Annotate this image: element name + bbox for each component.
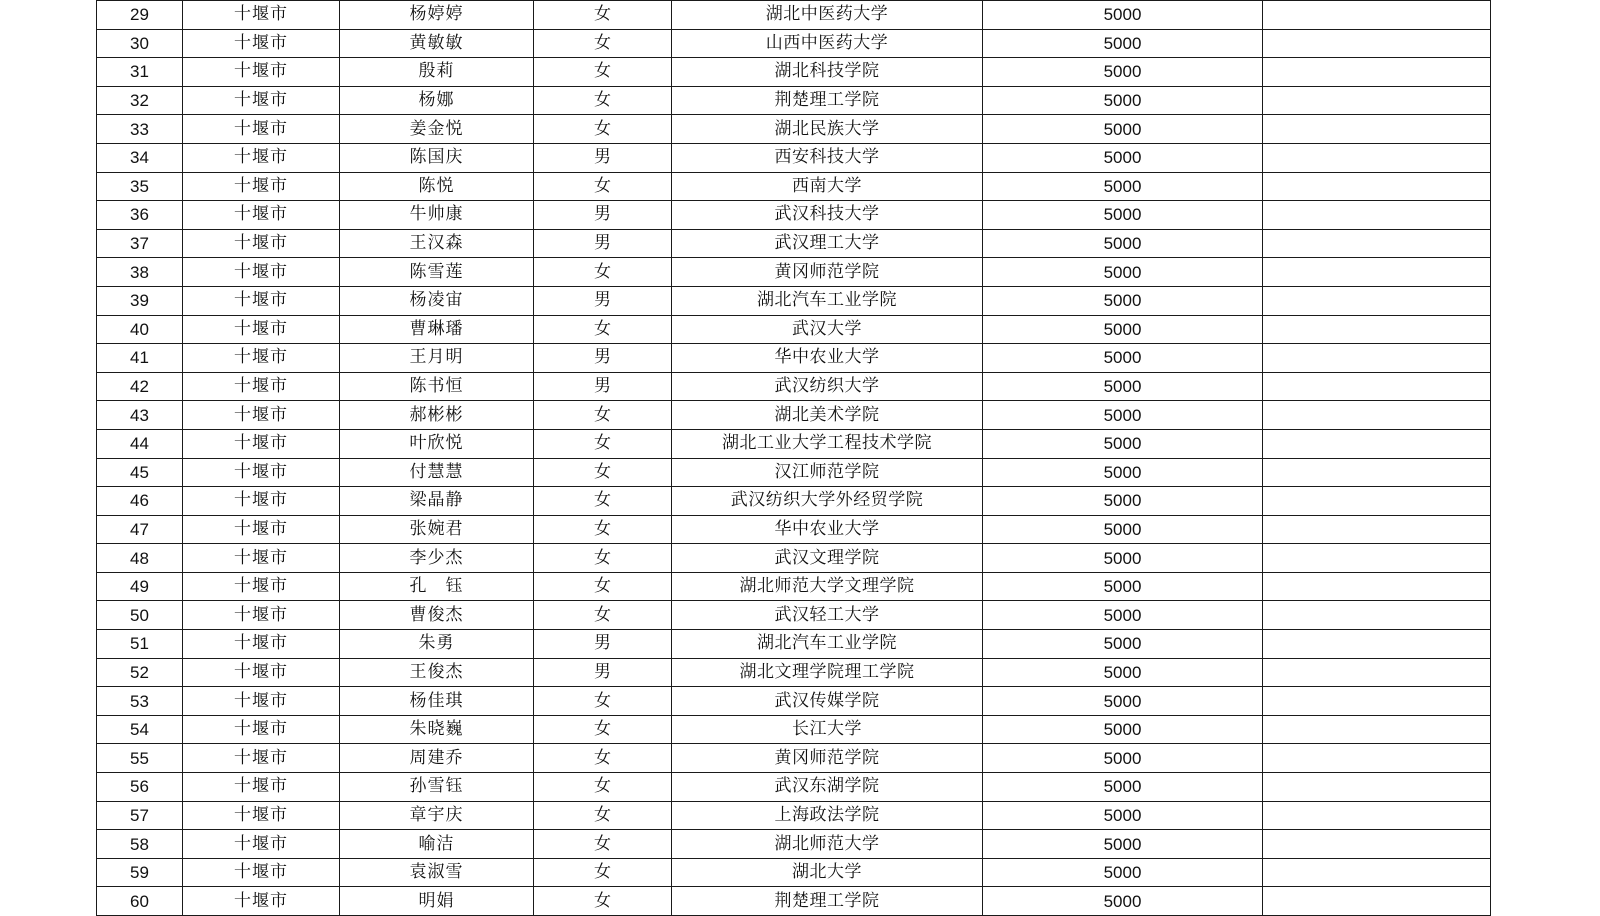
school-cell: 武汉大学 (672, 315, 983, 344)
table-row (97, 658, 1491, 687)
city-cell: 十堰市 (183, 830, 340, 859)
gender-cell: 女 (534, 29, 672, 58)
school-cell: 西安科技大学 (672, 143, 983, 172)
amount-cell: 5000 (983, 630, 1263, 659)
student-name-cell: 李少杰 (340, 544, 534, 573)
school-cell: 黄冈师范学院 (672, 258, 983, 287)
city-cell: 十堰市 (183, 572, 340, 601)
table-row (97, 286, 1491, 315)
row-index-cell: 32 (97, 86, 183, 115)
city-cell: 十堰市 (183, 344, 340, 373)
city-cell: 十堰市 (183, 315, 340, 344)
note-cell (1263, 658, 1491, 687)
note-cell (1263, 544, 1491, 573)
gender-cell: 女 (534, 830, 672, 859)
row-index-cell: 29 (97, 1, 183, 30)
amount-cell: 5000 (983, 315, 1263, 344)
gender-cell: 女 (534, 773, 672, 802)
amount-cell: 5000 (983, 773, 1263, 802)
student-name-cell: 陈雪莲 (340, 258, 534, 287)
student-name-cell: 梁晶静 (340, 487, 534, 516)
gender-cell: 女 (534, 458, 672, 487)
student-name-cell: 陈书恒 (340, 372, 534, 401)
row-index-cell: 42 (97, 372, 183, 401)
table-row (97, 487, 1491, 516)
school-cell: 华中农业大学 (672, 515, 983, 544)
gender-cell: 女 (534, 515, 672, 544)
note-cell (1263, 572, 1491, 601)
row-index-cell: 57 (97, 801, 183, 830)
school-cell: 武汉科技大学 (672, 201, 983, 230)
student-name-cell: 郝彬彬 (340, 401, 534, 430)
gender-cell: 女 (534, 115, 672, 144)
amount-cell: 5000 (983, 429, 1263, 458)
note-cell (1263, 172, 1491, 201)
amount-cell: 5000 (983, 1, 1263, 30)
table-row (97, 887, 1491, 916)
roster-body (97, 1, 1491, 916)
amount-cell: 5000 (983, 258, 1263, 287)
amount-cell: 5000 (983, 286, 1263, 315)
note-cell (1263, 801, 1491, 830)
gender-cell: 女 (534, 601, 672, 630)
school-cell: 长江大学 (672, 715, 983, 744)
student-name-cell: 朱晓巍 (340, 715, 534, 744)
student-name-cell: 王月明 (340, 344, 534, 373)
table-row (97, 744, 1491, 773)
school-cell: 湖北科技学院 (672, 58, 983, 87)
table-row (97, 858, 1491, 887)
amount-cell: 5000 (983, 201, 1263, 230)
gender-cell: 女 (534, 887, 672, 916)
gender-cell: 女 (534, 687, 672, 716)
school-cell: 湖北文理学院理工学院 (672, 658, 983, 687)
note-cell (1263, 58, 1491, 87)
city-cell: 十堰市 (183, 773, 340, 802)
table-row (97, 29, 1491, 58)
gender-cell: 女 (534, 544, 672, 573)
school-cell: 武汉轻工大学 (672, 601, 983, 630)
gender-cell: 男 (534, 286, 672, 315)
note-cell (1263, 29, 1491, 58)
amount-cell: 5000 (983, 172, 1263, 201)
table-row (97, 572, 1491, 601)
gender-cell: 女 (534, 858, 672, 887)
note-cell (1263, 86, 1491, 115)
gender-cell: 男 (534, 143, 672, 172)
table-row (97, 630, 1491, 659)
note-cell (1263, 1, 1491, 30)
city-cell: 十堰市 (183, 658, 340, 687)
note-cell (1263, 744, 1491, 773)
student-name-cell: 袁淑雪 (340, 858, 534, 887)
note-cell (1263, 515, 1491, 544)
student-name-cell: 付慧慧 (340, 458, 534, 487)
student-name-cell: 陈国庆 (340, 143, 534, 172)
gender-cell: 女 (534, 86, 672, 115)
row-index-cell: 54 (97, 715, 183, 744)
note-cell (1263, 687, 1491, 716)
row-index-cell: 52 (97, 658, 183, 687)
table-row (97, 544, 1491, 573)
note-cell (1263, 830, 1491, 859)
row-index-cell: 44 (97, 429, 183, 458)
amount-cell: 5000 (983, 887, 1263, 916)
amount-cell: 5000 (983, 715, 1263, 744)
student-name-cell: 明娟 (340, 887, 534, 916)
note-cell (1263, 115, 1491, 144)
amount-cell: 5000 (983, 801, 1263, 830)
city-cell: 十堰市 (183, 172, 340, 201)
row-index-cell: 38 (97, 258, 183, 287)
gender-cell: 男 (534, 344, 672, 373)
table-row (97, 601, 1491, 630)
amount-cell: 5000 (983, 372, 1263, 401)
amount-cell: 5000 (983, 58, 1263, 87)
student-name-cell: 杨凌宙 (340, 286, 534, 315)
amount-cell: 5000 (983, 544, 1263, 573)
school-cell: 华中农业大学 (672, 344, 983, 373)
amount-cell: 5000 (983, 458, 1263, 487)
note-cell (1263, 344, 1491, 373)
row-index-cell: 47 (97, 515, 183, 544)
row-index-cell: 51 (97, 630, 183, 659)
table-row (97, 143, 1491, 172)
city-cell: 十堰市 (183, 687, 340, 716)
note-cell (1263, 487, 1491, 516)
note-cell (1263, 315, 1491, 344)
note-cell (1263, 372, 1491, 401)
city-cell: 十堰市 (183, 515, 340, 544)
amount-cell: 5000 (983, 143, 1263, 172)
gender-cell: 女 (534, 715, 672, 744)
school-cell: 上海政法学院 (672, 801, 983, 830)
student-name-cell: 杨娜 (340, 86, 534, 115)
school-cell: 湖北汽车工业学院 (672, 630, 983, 659)
city-cell: 十堰市 (183, 601, 340, 630)
table-row (97, 830, 1491, 859)
student-name-cell: 王汉森 (340, 229, 534, 258)
table-row (97, 801, 1491, 830)
school-cell: 湖北汽车工业学院 (672, 286, 983, 315)
city-cell: 十堰市 (183, 1, 340, 30)
amount-cell: 5000 (983, 601, 1263, 630)
amount-cell: 5000 (983, 86, 1263, 115)
row-index-cell: 34 (97, 143, 183, 172)
city-cell: 十堰市 (183, 258, 340, 287)
gender-cell: 女 (534, 744, 672, 773)
school-cell: 山西中医药大学 (672, 29, 983, 58)
student-name-cell: 叶欣悦 (340, 429, 534, 458)
student-name-cell: 孙雪钰 (340, 773, 534, 802)
city-cell: 十堰市 (183, 458, 340, 487)
row-index-cell: 53 (97, 687, 183, 716)
student-name-cell: 黄敏敏 (340, 29, 534, 58)
student-name-cell: 章宇庆 (340, 801, 534, 830)
note-cell (1263, 286, 1491, 315)
school-cell: 武汉纺织大学 (672, 372, 983, 401)
city-cell: 十堰市 (183, 143, 340, 172)
city-cell: 十堰市 (183, 29, 340, 58)
city-cell: 十堰市 (183, 744, 340, 773)
note-cell (1263, 858, 1491, 887)
student-name-cell: 陈悦 (340, 172, 534, 201)
city-cell: 十堰市 (183, 630, 340, 659)
amount-cell: 5000 (983, 687, 1263, 716)
row-index-cell: 55 (97, 744, 183, 773)
roster-sheet (96, 0, 1490, 916)
table-row (97, 1, 1491, 30)
table-row (97, 86, 1491, 115)
student-name-cell: 杨佳琪 (340, 687, 534, 716)
student-name-cell: 周建乔 (340, 744, 534, 773)
school-cell: 武汉纺织大学外经贸学院 (672, 487, 983, 516)
city-cell: 十堰市 (183, 201, 340, 230)
school-cell: 湖北中医药大学 (672, 1, 983, 30)
gender-cell: 女 (534, 801, 672, 830)
amount-cell: 5000 (983, 229, 1263, 258)
row-index-cell: 33 (97, 115, 183, 144)
gender-cell: 男 (534, 658, 672, 687)
note-cell (1263, 601, 1491, 630)
amount-cell: 5000 (983, 658, 1263, 687)
table-row (97, 515, 1491, 544)
table-row (97, 715, 1491, 744)
city-cell: 十堰市 (183, 401, 340, 430)
row-index-cell: 43 (97, 401, 183, 430)
note-cell (1263, 229, 1491, 258)
school-cell: 湖北师范大学文理学院 (672, 572, 983, 601)
table-row (97, 687, 1491, 716)
note-cell (1263, 715, 1491, 744)
gender-cell: 女 (534, 572, 672, 601)
student-roster-table (96, 0, 1491, 916)
student-name-cell: 曹琳璠 (340, 315, 534, 344)
note-cell (1263, 401, 1491, 430)
row-index-cell: 46 (97, 487, 183, 516)
school-cell: 武汉文理学院 (672, 544, 983, 573)
amount-cell: 5000 (983, 515, 1263, 544)
note-cell (1263, 258, 1491, 287)
school-cell: 黄冈师范学院 (672, 744, 983, 773)
gender-cell: 男 (534, 372, 672, 401)
gender-cell: 女 (534, 1, 672, 30)
amount-cell: 5000 (983, 487, 1263, 516)
amount-cell: 5000 (983, 572, 1263, 601)
student-name-cell: 姜金悦 (340, 115, 534, 144)
amount-cell: 5000 (983, 344, 1263, 373)
city-cell: 十堰市 (183, 429, 340, 458)
note-cell (1263, 143, 1491, 172)
school-cell: 湖北大学 (672, 858, 983, 887)
gender-cell: 男 (534, 229, 672, 258)
row-index-cell: 30 (97, 29, 183, 58)
table-row (97, 429, 1491, 458)
table-row (97, 172, 1491, 201)
school-cell: 湖北工业大学工程技术学院 (672, 429, 983, 458)
table-row (97, 58, 1491, 87)
row-index-cell: 50 (97, 601, 183, 630)
city-cell: 十堰市 (183, 86, 340, 115)
student-name-cell: 曹俊杰 (340, 601, 534, 630)
table-row (97, 115, 1491, 144)
row-index-cell: 37 (97, 229, 183, 258)
gender-cell: 女 (534, 429, 672, 458)
city-cell: 十堰市 (183, 887, 340, 916)
table-row (97, 201, 1491, 230)
city-cell: 十堰市 (183, 229, 340, 258)
school-cell: 湖北师范大学 (672, 830, 983, 859)
student-name-cell: 张婉君 (340, 515, 534, 544)
gender-cell: 女 (534, 487, 672, 516)
gender-cell: 女 (534, 58, 672, 87)
city-cell: 十堰市 (183, 801, 340, 830)
school-cell: 武汉东湖学院 (672, 773, 983, 802)
student-name-cell: 朱勇 (340, 630, 534, 659)
student-name-cell: 牛帅康 (340, 201, 534, 230)
school-cell: 汉江师范学院 (672, 458, 983, 487)
row-index-cell: 40 (97, 315, 183, 344)
note-cell (1263, 429, 1491, 458)
school-cell: 西南大学 (672, 172, 983, 201)
amount-cell: 5000 (983, 744, 1263, 773)
table-row (97, 229, 1491, 258)
note-cell (1263, 630, 1491, 659)
gender-cell: 女 (534, 401, 672, 430)
school-cell: 荆楚理工学院 (672, 86, 983, 115)
table-row (97, 401, 1491, 430)
school-cell: 武汉理工大学 (672, 229, 983, 258)
city-cell: 十堰市 (183, 372, 340, 401)
note-cell (1263, 887, 1491, 916)
city-cell: 十堰市 (183, 487, 340, 516)
table-row (97, 315, 1491, 344)
amount-cell: 5000 (983, 115, 1263, 144)
row-index-cell: 58 (97, 830, 183, 859)
city-cell: 十堰市 (183, 715, 340, 744)
amount-cell: 5000 (983, 830, 1263, 859)
table-row (97, 458, 1491, 487)
note-cell (1263, 773, 1491, 802)
gender-cell: 男 (534, 630, 672, 659)
school-cell: 武汉传媒学院 (672, 687, 983, 716)
gender-cell: 女 (534, 258, 672, 287)
school-cell: 湖北民族大学 (672, 115, 983, 144)
city-cell: 十堰市 (183, 858, 340, 887)
row-index-cell: 35 (97, 172, 183, 201)
table-row (97, 344, 1491, 373)
row-index-cell: 36 (97, 201, 183, 230)
row-index-cell: 56 (97, 773, 183, 802)
city-cell: 十堰市 (183, 115, 340, 144)
row-index-cell: 45 (97, 458, 183, 487)
school-cell: 湖北美术学院 (672, 401, 983, 430)
student-name-cell: 喻洁 (340, 830, 534, 859)
row-index-cell: 49 (97, 572, 183, 601)
city-cell: 十堰市 (183, 58, 340, 87)
city-cell: 十堰市 (183, 544, 340, 573)
row-index-cell: 60 (97, 887, 183, 916)
row-index-cell: 59 (97, 858, 183, 887)
student-name-cell: 杨婷婷 (340, 1, 534, 30)
gender-cell: 男 (534, 201, 672, 230)
row-index-cell: 41 (97, 344, 183, 373)
city-cell: 十堰市 (183, 286, 340, 315)
table-row (97, 258, 1491, 287)
table-row (97, 773, 1491, 802)
note-cell (1263, 201, 1491, 230)
amount-cell: 5000 (983, 29, 1263, 58)
table-row (97, 372, 1491, 401)
student-name-cell: 王俊杰 (340, 658, 534, 687)
row-index-cell: 48 (97, 544, 183, 573)
note-cell (1263, 458, 1491, 487)
amount-cell: 5000 (983, 401, 1263, 430)
gender-cell: 女 (534, 172, 672, 201)
row-index-cell: 39 (97, 286, 183, 315)
amount-cell: 5000 (983, 858, 1263, 887)
gender-cell: 女 (534, 315, 672, 344)
school-cell: 荆楚理工学院 (672, 887, 983, 916)
student-name-cell: 殷莉 (340, 58, 534, 87)
row-index-cell: 31 (97, 58, 183, 87)
student-name-cell: 孔 钰 (340, 572, 534, 601)
